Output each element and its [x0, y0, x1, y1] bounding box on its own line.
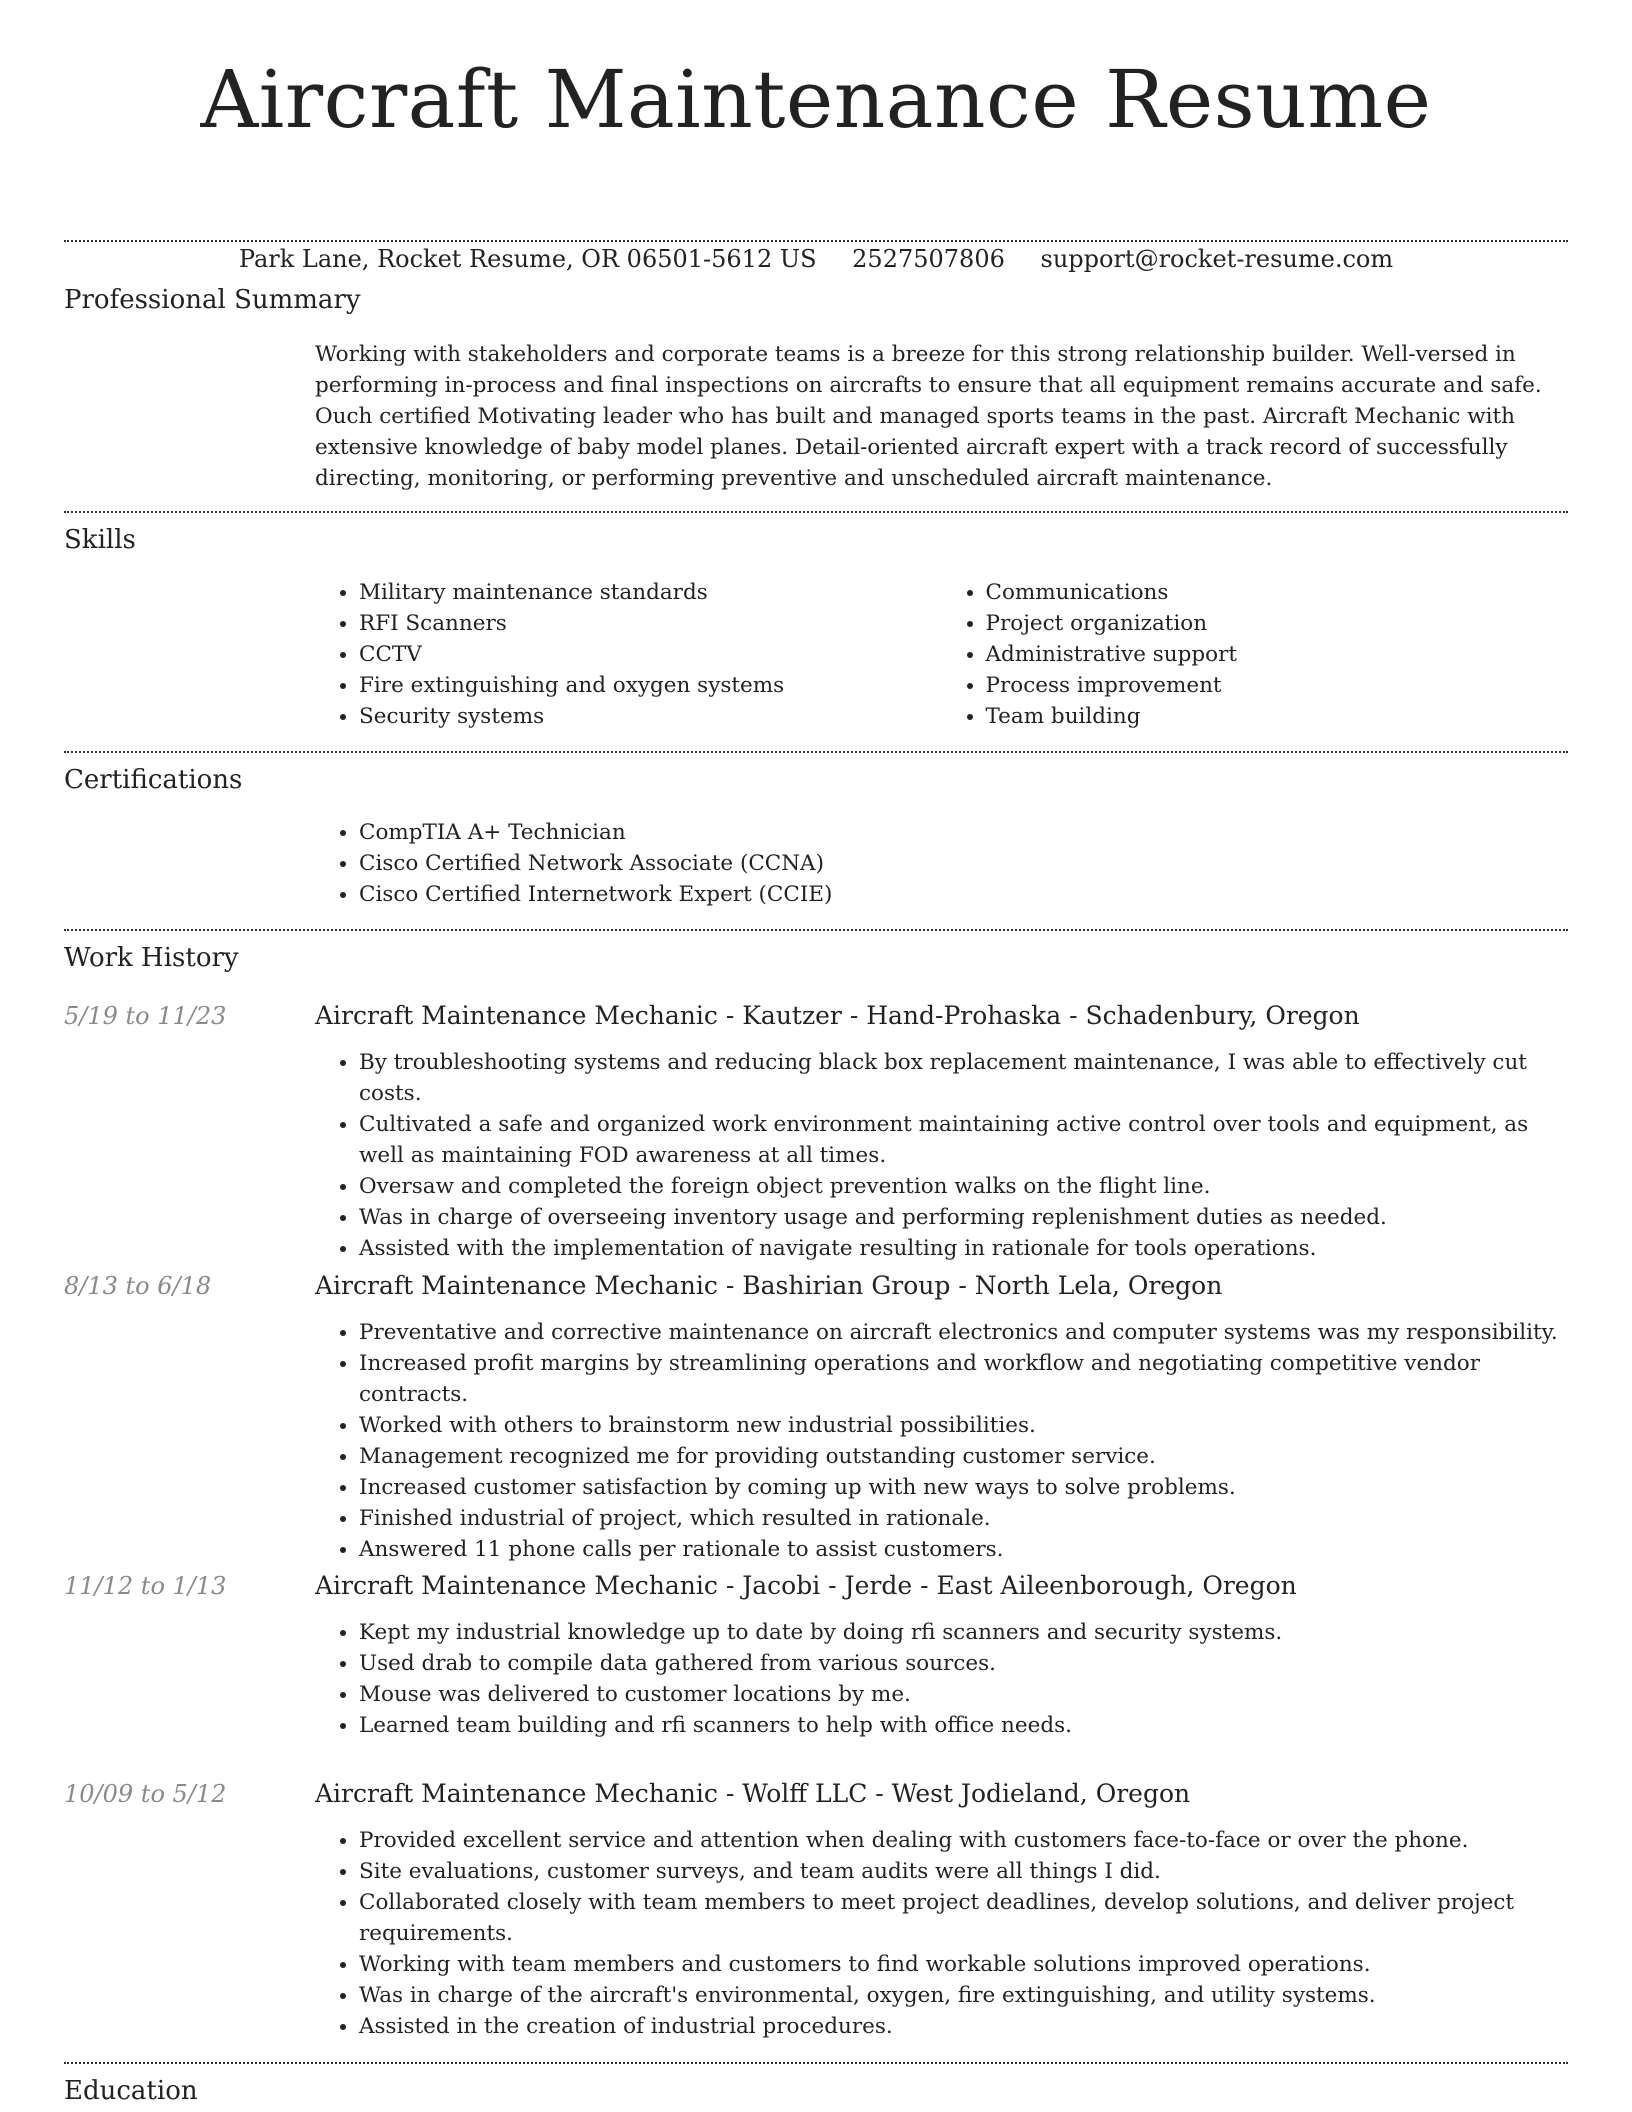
skills-list-left [315, 577, 942, 732]
section-heading-work-history: Work History [64, 943, 239, 973]
list-item: • Oversaw and completed the foreign object prevention walks on the flight line. [359, 1171, 1568, 1202]
job-bullets [315, 1047, 1568, 1264]
job-dates: 5/19 to 11/23 [64, 1002, 227, 1030]
job-bullets [315, 1825, 1568, 2042]
contact-line [0, 242, 1632, 276]
list-item: • Fire extinguishing and oxygen systems [359, 670, 942, 701]
job-title: Aircraft Maintenance Mechanic - Bashirian Group - North Lela, Oregon [315, 1271, 1223, 1300]
job-entry [64, 1269, 1568, 1565]
list-item: • Mouse was delivered to customer locations by me. [359, 1679, 1568, 1710]
list-item: • Used drab to compile data gathered from various sources. [359, 1648, 1568, 1679]
section-divider [64, 511, 1568, 513]
list-item: • Was in charge of the aircraft's environmental, oxygen, fire extinguishing, and utility systems. [359, 1980, 1568, 2011]
list-item: • Cisco Certified Network Associate (CCNA) [359, 848, 1568, 879]
list-item: • Cultivated a safe and organized work environment maintaining active control over tools and equipment, as well as maintaining FOD awareness at all times. [359, 1109, 1568, 1171]
skills-list-right [942, 577, 1569, 732]
list-item: • Increased profit margins by streamlining operations and workflow and negotiating competitive vendor contracts. [359, 1348, 1568, 1410]
job-title: Aircraft Maintenance Mechanic - Kautzer - Hand-Prohaska - Schadenbury, Oregon [315, 1001, 1360, 1030]
job-entry [64, 1777, 1568, 2042]
certifications-section [64, 763, 1568, 910]
contact-email: support@rocket-resume.com [1040, 245, 1394, 273]
section-divider [64, 2062, 1568, 2064]
list-item: • Process improvement [986, 670, 1569, 701]
job-title: Aircraft Maintenance Mechanic - Jacobi - Jerde - East Aileenborough, Oregon [315, 1571, 1297, 1600]
section-divider [64, 929, 1568, 931]
job-title: Aircraft Maintenance Mechanic - Wolff LLC - West Jodieland, Oregon [315, 1779, 1191, 1808]
section-divider [64, 240, 1568, 242]
job-entry [64, 999, 1568, 1264]
list-item: • Cisco Certified Internetwork Expert (CCIE) [359, 879, 1568, 910]
contact-phone: 2527507806 [852, 245, 1005, 273]
list-item: • Was in charge of overseeing inventory usage and performing replenishment duties as needed. [359, 1202, 1568, 1233]
summary-section [64, 283, 1568, 494]
section-heading-summary: Professional Summary [64, 285, 361, 315]
certifications-list [315, 817, 1568, 910]
summary-text: Working with stakeholders and corporate teams is a breeze for this strong relationship builder. Well-versed in performing in-process and final inspections on aircrafts to ensure that all equipment remains accurate and safe. Ouch certified Motivating leader who has built and managed sports teams in the past. Aircraft Mechanic with extensive knowledge of baby model planes. Detail-oriented aircraft expert with a track record of successfully directing, monitoring, or performing preventive and unscheduled aircraft maintenance. [315, 342, 1542, 491]
list-item: • Finished industrial of project, which resulted in rationale. [359, 1503, 1568, 1534]
list-item: • Assisted in the creation of industrial procedures. [359, 2011, 1568, 2042]
education-section [64, 2074, 1568, 2108]
list-item: • Preventative and corrective maintenance on aircraft electronics and computer systems was my responsibility. [359, 1317, 1568, 1348]
job-dates: 8/13 to 6/18 [64, 1272, 212, 1300]
section-heading-education: Education [64, 2076, 198, 2106]
list-item: • Increased customer satisfaction by coming up with new ways to solve problems. [359, 1472, 1568, 1503]
list-item: • Management recognized me for providing outstanding customer service. [359, 1441, 1568, 1472]
job-entry [64, 1569, 1568, 1741]
skills-section [64, 523, 1568, 732]
list-item: • Communications [986, 577, 1569, 608]
list-item: • Provided excellent service and attention when dealing with customers face-to-face or over the phone. [359, 1825, 1568, 1856]
section-divider [64, 751, 1568, 753]
work-history-section [64, 941, 1568, 975]
job-bullets [315, 1317, 1568, 1565]
list-item: • Worked with others to brainstorm new industrial possibilities. [359, 1410, 1568, 1441]
list-item: • RFI Scanners [359, 608, 942, 639]
list-item: • Collaborated closely with team members to meet project deadlines, develop solutions, and deliver project requirements. [359, 1887, 1568, 1949]
list-item: • Working with team members and customers to find workable solutions improved operations. [359, 1949, 1568, 1980]
list-item: • Military maintenance standards [359, 577, 942, 608]
contact-address: Park Lane, Rocket Resume, OR 06501-5612 US [238, 245, 817, 273]
list-item: • Kept my industrial knowledge up to date by doing rfi scanners and security systems. [359, 1617, 1568, 1648]
list-item: • By troubleshooting systems and reducing black box replacement maintenance, I was able to effectively cut costs. [359, 1047, 1568, 1109]
job-dates: 11/12 to 1/13 [64, 1572, 227, 1600]
list-item: • Learned team building and rfi scanners to help with office needs. [359, 1710, 1568, 1741]
list-item: • Administrative support [986, 639, 1569, 670]
list-item: • Assisted with the implementation of navigate resulting in rationale for tools operations. [359, 1233, 1568, 1264]
job-dates: 10/09 to 5/12 [64, 1780, 227, 1808]
list-item: • CompTIA A+ Technician [359, 817, 1568, 848]
list-item: • Project organization [986, 608, 1569, 639]
list-item: • Site evaluations, customer surveys, and team audits were all things I did. [359, 1856, 1568, 1887]
resume-title: Aircraft Maintenance Resume [200, 53, 1432, 146]
list-item: • Security systems [359, 701, 942, 732]
section-heading-certifications: Certifications [64, 765, 243, 795]
job-bullets [315, 1617, 1568, 1741]
list-item: • CCTV [359, 639, 942, 670]
list-item: • Answered 11 phone calls per rationale to assist customers. [359, 1534, 1568, 1565]
list-item: • Team building [986, 701, 1569, 732]
section-heading-skills: Skills [64, 525, 136, 555]
